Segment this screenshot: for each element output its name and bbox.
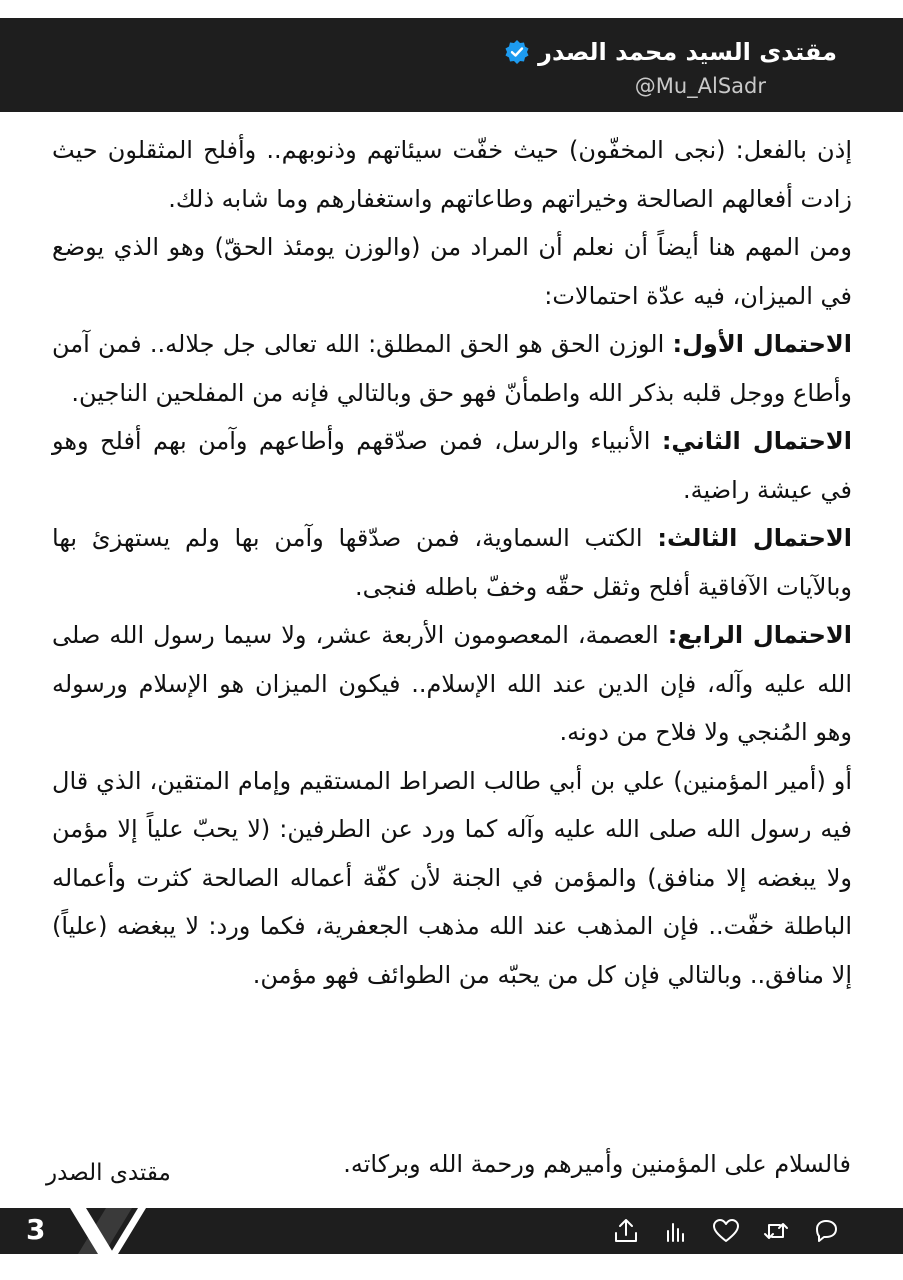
author-display-name[interactable]: مقتدى السيد محمد الصدر (538, 38, 837, 66)
paragraph-7 (52, 757, 852, 1000)
signature: مقتدى الصدر (46, 1160, 171, 1186)
reply-icon[interactable] (811, 1216, 841, 1246)
verified-badge-icon (504, 39, 530, 65)
paragraph-text: الأنبياء والرسل، فمن صدّقهم وأطاعهم وآمن بهم أفلح وهو في عيشة راضية. (52, 427, 852, 504)
analytics-icon[interactable] (661, 1216, 691, 1246)
x-logo-icon (66, 1208, 158, 1254)
paragraph-lead: الاحتمال الرابع: (667, 621, 853, 649)
paragraph-5 (52, 514, 852, 611)
author-name-row (504, 38, 837, 66)
paragraph-lead: الاحتمال الأول: (672, 330, 852, 358)
paragraph-text: الوزن الحق هو الحق المطلق: الله تعالى جل جلاله.. فمن آمن وأطاع ووجل قلبه بذكر الله واطمأنّ فهو حق وبالتالي فإنه من المفلحين الناجين. (52, 330, 852, 407)
paragraph-text: الكتب السماوية، فمن صدّقها وآمن بها ولم يستهزئ بها وبالآيات الآفاقية أفلح وثقل حقّه وخفّ باطله فنجى. (52, 524, 852, 601)
paragraph-4 (52, 417, 852, 514)
paragraph-6 (52, 611, 852, 757)
tweet-header (0, 18, 903, 112)
paragraph-lead: الاحتمال الثالث: (657, 524, 852, 552)
tweet-footer (0, 1208, 903, 1254)
paragraph-3 (52, 320, 852, 417)
page-number: 3 (26, 1213, 46, 1246)
tweet-body (52, 126, 852, 999)
paragraph-1 (52, 126, 852, 223)
like-icon[interactable] (711, 1216, 741, 1246)
paragraph-2 (52, 223, 852, 320)
paragraph-lead: الاحتمال الثاني: (661, 427, 852, 455)
paragraph-text: أو (أمير المؤمنين) علي بن أبي طالب الصراط المستقيم وإمام المتقين، الذي قال فيه رسول الله صلى الله عليه وآله كما ورد عن الطرفين: (لا يحبّ علياً إلا مؤمن ولا يبغضه إلا منافق) والمؤمن في الجنة لأن كفّة أعماله الصالحة كثرت وأعماله الباطلة خفّت.. فإن المذهب عند الله مذهب الجعفرية، فكما ورد: لا يبغضه (علياً) إلا منافق.. وبالتالي فإن كل من يحبّه من الطوائف فهو مؤمن. (52, 766, 852, 989)
closing-line: فالسلام على المؤمنين وأميرهم ورحمة الله وبركاته. (343, 1150, 851, 1178)
author-handle[interactable]: @Mu_AlSadr (634, 74, 766, 98)
paragraph-text: ومن المهم هنا أيضاً أن نعلم أن المراد من (والوزن يومئذ الحقّ) وهو الذي يوضع في الميزان، فيه عدّة احتمالات: (52, 233, 852, 310)
tweet-actions (611, 1216, 841, 1246)
paragraph-text: العصمة، المعصومون الأربعة عشر، ولا سيما رسول الله صلى الله عليه وآله، فإن الدين عند الله الإسلام.. فيكون الميزان هو الإسلام ورسوله وهو المُنجي ولا فلاح من دونه. (52, 621, 852, 746)
retweet-icon[interactable] (761, 1216, 791, 1246)
share-icon[interactable] (611, 1216, 641, 1246)
paragraph-text: إذن بالفعل: (نجى المخفّون) حيث خفّت سيئاتهم وذنوبهم.. وأفلح المثقلون حيث زادت أفعالهم الصالحة وخيراتهم وطاعاتهم واستغفارهم وما شابه ذلك. (52, 136, 852, 213)
